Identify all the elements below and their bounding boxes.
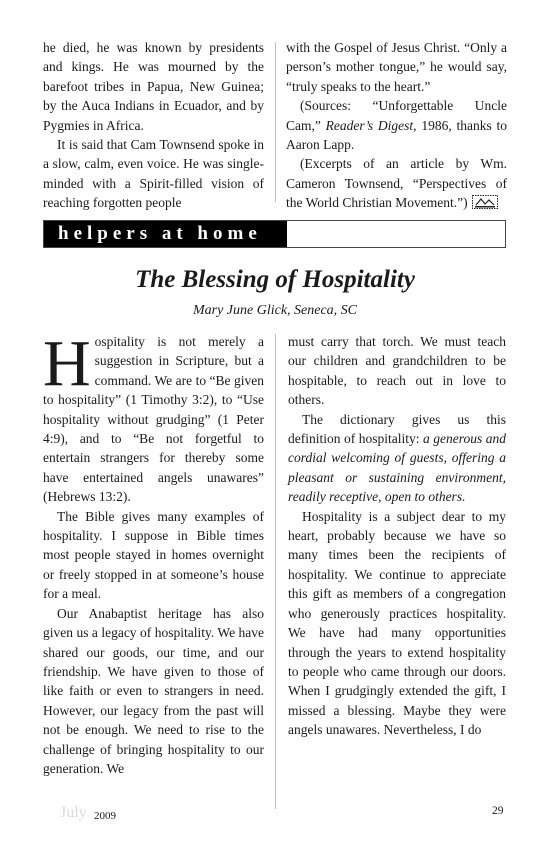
top-article-right-column — [286, 38, 507, 213]
end-mark-icon — [472, 195, 498, 209]
paragraph: It is said that Cam Townsend spoke in a slow, calm, even voice. He was single-minded with a Spirit-filled vision of reaching forgotten people — [43, 137, 264, 211]
sources-paragraph — [286, 96, 507, 154]
first-paragraph-text: ospitality is not merely a suggestion in Scripture, but a command. We are to “Be given to hospitality” (1 Timothy 3:2), to “Use hospitality without grudging” (1 Peter 4:9), and to “Be not forgetful to entertain strangers for thereby some have entertained angels unawares” (Hebrews 13:2). — [43, 334, 264, 505]
column-divider — [275, 334, 276, 809]
sources-text: (Sources: “Unforgettable Uncle Cam,” — [286, 98, 507, 133]
article-title: The Blessing of Hospitality — [135, 266, 415, 293]
definition-text: a generous and cordial welcoming of guests, offering a pleasant or sustaining environment, readily receptive, open to others. — [288, 431, 506, 505]
paragraph: The Bible gives many examples of hospitality. I suppose in Bible times most people stayed in homes overnight or freely stopped in at someone’s house for a meal. — [43, 508, 264, 602]
paragraph: Our Anabaptist heritage has also given us a legacy of hospitality. We have shared our goods, our time, and our friendship. We have given to those of like faith or even to strangers in need. However, our legacy from the past will not be enough. We need to rise to the challenge of bringing hospitality to our generation. We — [43, 605, 264, 776]
excerpt-text: (Excerpts of an article by Wm. Cameron Townsend, “Perspectives of the World Christian Movement.”) — [286, 156, 507, 211]
paragraph: Hospitality is a subject dear to my heart, probably because we have so many times been the recipients of hospitality. We continue to appreciate this gift as members of a congregation who generously practices hospitality. We have had many opportunities through the years to extend hospitality to people who came through our doors. When I grudgingly extended the gift, I missed a blessing. Maybe they were angels unawares. Nevertheless, I do — [288, 508, 506, 738]
publication-name: Reader’s Digest — [325, 117, 414, 133]
paragraph: must carry that torch. We must teach our children and grandchildren to be hospitable, to reach out in love to others. — [288, 334, 506, 408]
section-banner — [43, 220, 506, 248]
sources-text-end: , 1986, thanks to Aaron Lapp. — [286, 117, 507, 153]
excerpt-paragraph — [286, 154, 507, 212]
article-right-column — [288, 332, 506, 740]
footer-month: July — [60, 804, 87, 821]
paragraph: he died, he was known by presidents and kings. He was mourned by the barefoot tribes in Papua, New Guinea; by the Auca Indians in Ecuador, and by Pygmies in Africa. — [43, 40, 264, 133]
column-divider — [275, 42, 276, 202]
definition-paragraph — [288, 410, 506, 507]
first-paragraph — [43, 327, 264, 507]
article-left-column — [43, 327, 264, 778]
section-label: helpers at home — [44, 221, 287, 247]
paragraph: with the Gospel of Jesus Christ. “Only a person’s mother tongue,” he would say, “truly speaks to the heart.” — [286, 40, 507, 94]
top-article-left-column — [43, 38, 264, 213]
definition-intro: The dictionary gives us this definition of hospitality: — [288, 411, 506, 447]
article-byline: Mary June Glick, Seneca, SC — [192, 303, 358, 318]
footer-year: 2009 — [94, 810, 116, 822]
drop-cap: H — [43, 327, 91, 400]
page-number: 29 — [492, 805, 504, 817]
